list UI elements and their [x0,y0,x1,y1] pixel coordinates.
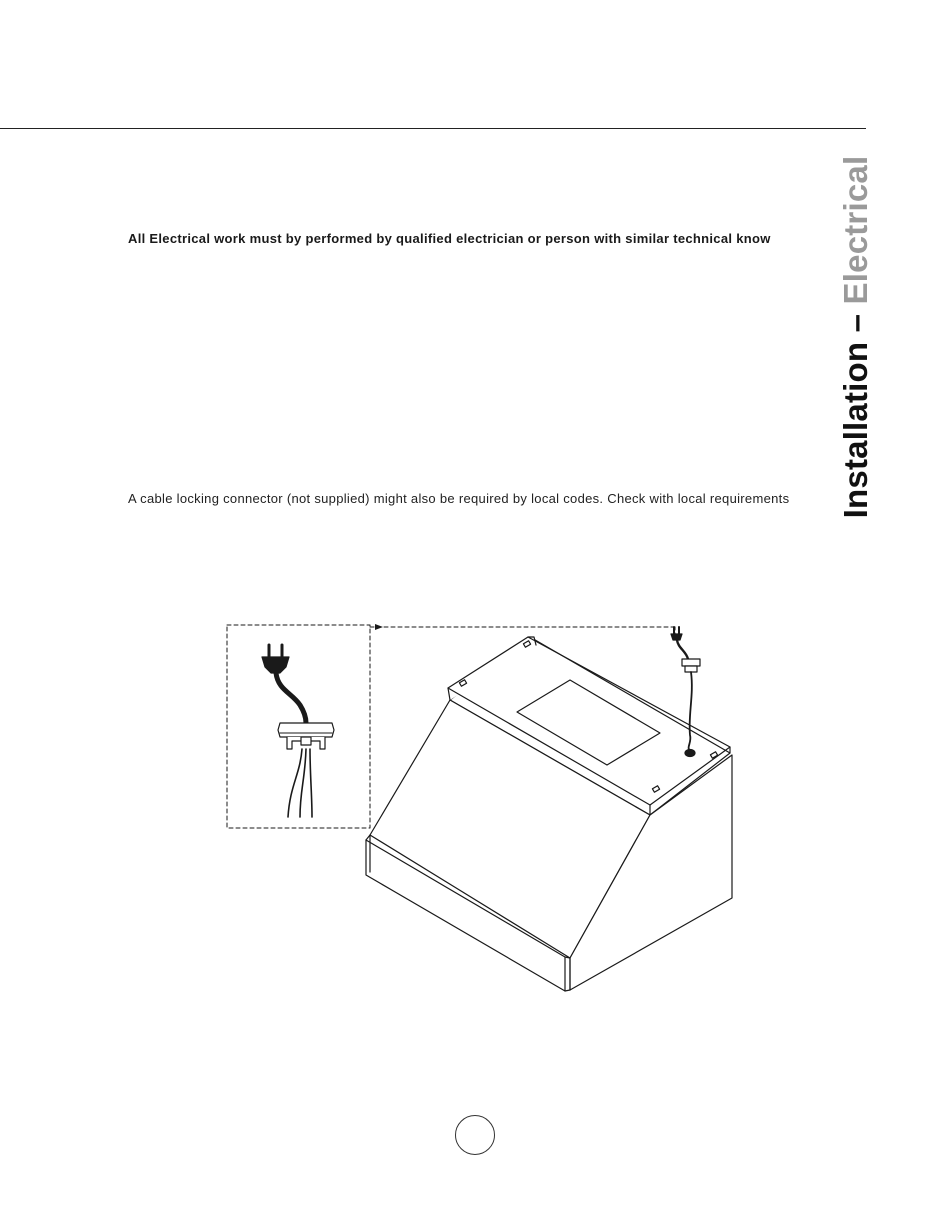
range-hood-power-cord-illustration [220,615,740,1000]
range-hood-icon [366,637,732,991]
small-plug-icon [671,627,682,640]
section-title [834,155,878,519]
header-rule [0,128,866,129]
callout-arrow-head [375,624,383,630]
small-cable-connector-icon [682,659,700,672]
wire-right [310,749,312,817]
section-title-installation: Installation [837,341,874,519]
page-number-circle [455,1115,495,1155]
cable-connector-note: A cable locking connector (not supplied) might also be required by local codes. Check with local requirements [128,491,790,506]
section-title-electrical: Electrical [837,155,874,305]
electrical-warning-text: All Electrical work must by performed by qualified electrician or person with similar technical know [128,231,771,246]
power-cord-on-hood [677,640,688,659]
cable-connector-icon [278,723,334,749]
section-title-separator: – [837,304,874,342]
power-cord-detail [276,673,306,723]
plug-icon [262,645,289,673]
